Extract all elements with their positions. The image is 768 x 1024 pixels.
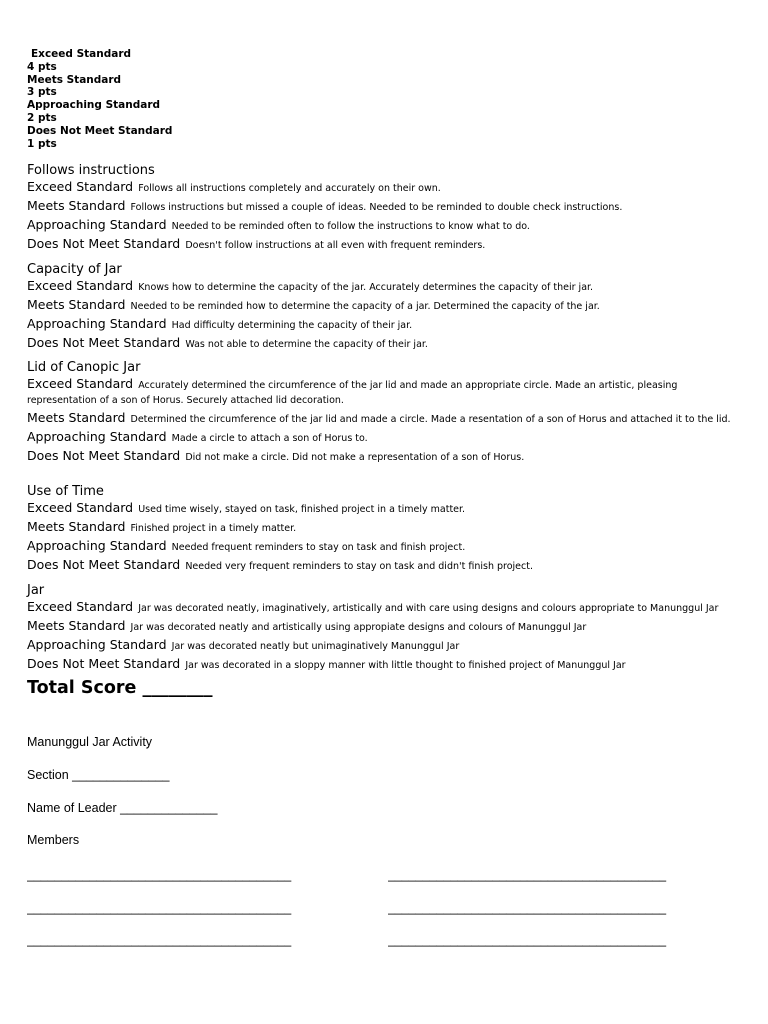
level-name: Exceed Standard [27,500,134,515]
criterion-title: Capacity of Jar [27,262,122,277]
level-description: Follows all instructions completely and accurately on their own. [138,183,441,194]
criterion-level [27,298,742,313]
level-description: Needed very frequent reminders to stay on task and didn't finish project. [185,561,533,572]
level-name: Does Not Meet Standard [27,448,181,463]
member-line[interactable]: ________________________________________ [388,901,667,915]
level-description: Finished project in a timely matter. [130,523,297,534]
level-description: Knows how to determine the capacity of the jar. Accurately determines the capacity of their jar. [138,282,594,293]
level-name: Does Not Meet Standard [27,335,181,350]
level-name: Meets Standard [27,519,126,534]
criterion-level [27,411,742,426]
criterion-capacity-of-jar [27,262,742,355]
member-line[interactable]: ________________________________________ [388,933,667,947]
scale-points: 3 pts [27,86,57,99]
criterion-use-of-time [27,484,742,577]
level-description: Doesn't follow instructions at all even with frequent reminders. [185,240,486,251]
scale-points: 2 pts [27,111,57,124]
level-name: Exceed Standard [27,376,134,391]
level-name: Meets Standard [27,198,126,213]
criterion-level [27,501,742,516]
leader-name-field[interactable]: Name of Leader ______________ [27,801,218,815]
criterion-level [27,218,742,233]
member-line[interactable]: ______________________________________ [27,868,292,882]
member-line[interactable]: ______________________________________ [27,901,292,915]
total-score: Total Score ________ [27,678,213,698]
criterion-level [27,520,742,535]
criterion-title: Use of Time [27,484,104,499]
criterion-level [27,317,742,332]
criterion-level [27,237,742,252]
criterion-title: Jar [27,583,45,598]
level-name: Exceed Standard [27,278,134,293]
scale-level: Approaching Standard [27,99,161,112]
criterion-level [27,430,742,445]
members-label: Members [27,833,80,847]
criterion-level [27,657,742,672]
level-description: Needed to be reminded often to follow the instructions to know what to do. [171,221,530,232]
criterion-title: Follows instructions [27,163,155,178]
scale-level: Meets Standard [27,73,122,86]
level-name: Exceed Standard [27,599,134,614]
criterion-follows-instructions [27,163,742,256]
criterion-level [27,199,742,214]
criterion-level [27,449,742,464]
criterion-level [27,539,742,554]
member-line[interactable]: ______________________________________ [27,933,292,947]
level-name: Approaching Standard [27,217,167,232]
criterion-level [27,558,742,573]
level-description: Was not able to determine the capacity of their jar. [185,339,428,350]
level-description: Jar was decorated neatly and artistically using appropiate designs and colours of Manunggul Jar [130,622,587,633]
member-line[interactable]: ________________________________________ [388,868,667,882]
criterion-jar [27,583,742,676]
criterion-level [27,619,742,634]
level-name: Does Not Meet Standard [27,656,181,671]
level-description: Jar was decorated neatly, imaginatively, artistically and with care using designs and colours appropriate to Manunggul Jar [138,603,719,614]
level-name: Meets Standard [27,297,126,312]
level-description: Jar was decorated in a sloppy manner with little thought to finished project of Manunggul Jar [185,660,626,671]
level-description: Used time wisely, stayed on task, finished project in a timely matter. [138,504,466,515]
level-name: Approaching Standard [27,316,167,331]
level-name: Meets Standard [27,618,126,633]
criterion-lid-of-canopic-jar [27,360,742,468]
level-description: Needed frequent reminders to stay on task and finish project. [171,542,466,553]
scale-points: 1 pts [27,137,57,150]
level-name: Does Not Meet Standard [27,236,181,251]
level-description: Made a circle to attach a son of Horus to. [171,433,368,444]
criterion-level [27,638,742,653]
criterion-level [27,180,742,195]
activity-title: Manunggul Jar Activity [27,735,153,749]
level-description: Accurately determined the circumference of the jar lid and made an appropriate circle. Made an artistic, pleasing representation of a son of Horus. Securely attached lid decoration. [27,380,678,406]
criterion-level [27,600,742,615]
level-name: Approaching Standard [27,637,167,652]
level-name: Does Not Meet Standard [27,557,181,572]
level-name: Meets Standard [27,410,126,425]
level-description: Had difficulty determining the capacity of their jar. [171,320,413,331]
level-name: Approaching Standard [27,538,167,553]
level-description: Jar was decorated neatly but unimaginatively Manunggul Jar [171,641,460,652]
scale-level: Exceed Standard [31,48,132,60]
level-name: Approaching Standard [27,429,167,444]
criterion-level [27,336,742,351]
section-field[interactable]: Section ______________ [27,768,170,782]
level-description: Did not make a circle. Did not make a representation of a son of Horus. [185,452,525,463]
criterion-title: Lid of Canopic Jar [27,360,141,375]
level-name: Exceed Standard [27,179,134,194]
level-description: Follows instructions but missed a couple of ideas. Needed to be reminded to double check instructions. [130,202,623,213]
level-description: Needed to be reminded how to determine the capacity of a jar. Determined the capacity of the jar. [130,301,600,312]
scoring-scale [27,48,172,150]
criterion-level [27,279,742,294]
scale-level: Does Not Meet Standard [27,124,173,137]
level-description: Determined the circumference of the jar lid and made a circle. Made a resentation of a son of Horus and attached it to the lid. [130,414,731,425]
criterion-level [27,377,742,407]
scale-points: 4 pts [27,60,57,73]
